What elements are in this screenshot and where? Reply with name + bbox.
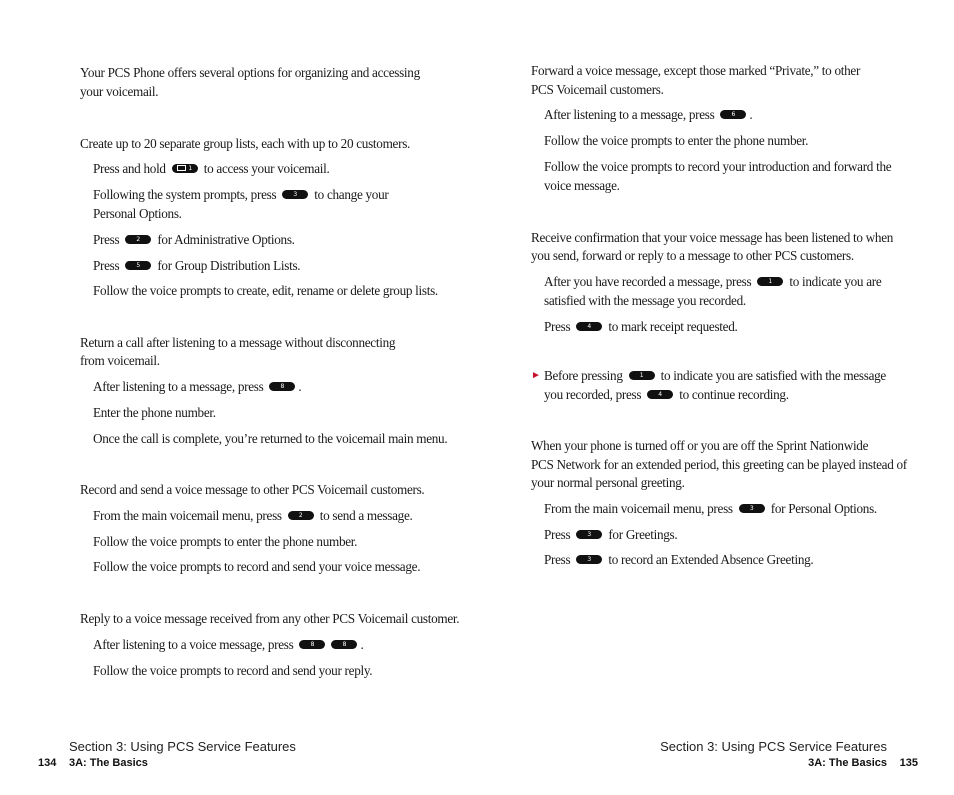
key-8-icon: 8: [269, 382, 295, 391]
key-1-icon: 1: [757, 277, 783, 286]
step-text: for Greetings.: [608, 527, 678, 542]
key-4-icon: 4: [647, 390, 673, 399]
note-line-1: [544, 366, 886, 385]
intro-line-2: your voicemail.: [80, 84, 159, 99]
forward-description-line-2: PCS Voicemail customers.: [531, 82, 664, 97]
footer-chapter: 3A: The Basics: [69, 757, 148, 769]
step-text: for Administrative Options.: [157, 232, 295, 247]
callback-step-1: [93, 377, 301, 396]
envelope-icon: [177, 165, 186, 171]
step-text: Press: [544, 527, 571, 542]
footer-section-title: Section 3: Using PCS Service Features: [660, 739, 887, 754]
key-8-icon: 8: [331, 640, 357, 649]
intro-line-1: Your PCS Phone offers several options for organizing and accessing: [80, 65, 420, 80]
key-4-icon: 4: [576, 322, 602, 331]
group-step-2: [93, 185, 388, 204]
footer-section-title: Section 3: Using PCS Service Features: [69, 739, 296, 754]
step-text: for Group Distribution Lists.: [157, 258, 301, 273]
step-text: to change your: [314, 187, 389, 202]
send-description: Record and send a voice message to other PCS Voicemail customers.: [80, 482, 425, 497]
send-step-3: Follow the voice prompts to record and send your voice message.: [93, 559, 421, 574]
forward-description-line-1: Forward a voice message, except those marked “Private,” to other: [531, 63, 861, 78]
key-3-icon: 3: [576, 530, 602, 539]
receipt-step-2: [544, 317, 738, 336]
group-step-2-line-2: Personal Options.: [93, 206, 182, 221]
step-text: for Personal Options.: [770, 501, 877, 516]
note-arrow-icon: ►: [531, 370, 541, 381]
key-3-icon: 3: [576, 555, 602, 564]
key-3-icon: 3: [282, 190, 308, 199]
callback-description-line-1: Return a call after listening to a message without disconnecting: [80, 335, 396, 350]
receipt-step-1: [544, 272, 881, 291]
key-2-icon: 2: [288, 511, 314, 520]
callback-description-line-2: from voicemail.: [80, 353, 160, 368]
step-text: From the main voicemail menu, press: [544, 501, 733, 516]
voicemail-key-icon: [172, 164, 198, 173]
step-text: Following the system prompts, press: [93, 187, 277, 202]
absence-step-2: [544, 525, 677, 544]
right-page: [477, 0, 954, 795]
step-text: From the main voicemail menu, press: [93, 508, 282, 523]
step-text: to access your voicemail.: [203, 161, 330, 176]
step-text: After listening to a voice message, press: [93, 637, 294, 652]
step-text: to send a message.: [319, 508, 413, 523]
step-text: to indicate you are: [789, 274, 882, 289]
group-step-3: [93, 230, 295, 249]
note-text: to indicate you are satisfied with the message: [660, 368, 886, 383]
receipt-step-1-line-2: satisfied with the message you recorded.: [544, 293, 746, 308]
note-text: to continue recording.: [679, 387, 789, 402]
key-3-icon: 3: [739, 504, 765, 513]
note-line-2: [544, 385, 789, 404]
step-text: Press: [93, 232, 120, 247]
group-step-1: [93, 159, 330, 178]
footer-chapter: 3A: The Basics: [808, 757, 887, 769]
key-5-icon: 5: [125, 261, 151, 270]
step-text: .: [360, 637, 364, 652]
step-text: to record an Extended Absence Greeting.: [608, 552, 814, 567]
receipt-description-line-1: Receive confirmation that your voice message has been listened to when: [531, 230, 894, 245]
key-label: 1: [188, 165, 193, 173]
reply-description: Reply to a voice message received from any other PCS Voicemail customer.: [80, 611, 460, 626]
step-text: After listening to a message, press: [93, 379, 264, 394]
key-6-icon: 6: [720, 110, 746, 119]
step-text: Press: [544, 552, 571, 567]
step-text: .: [749, 107, 753, 122]
step-text: .: [298, 379, 302, 394]
send-step-1: [93, 506, 413, 525]
absence-description-line-2: PCS Network for an extended period, this greeting can be played instead of: [531, 457, 907, 472]
group-step-4: [93, 256, 300, 275]
step-text: After you have recorded a message, press: [544, 274, 752, 289]
group-lists-description: Create up to 20 separate group lists, each with up to 20 customers.: [80, 136, 411, 151]
key-2-icon: 2: [125, 235, 151, 244]
forward-step-3-line-1: Follow the voice prompts to record your introduction and forward the: [544, 159, 892, 174]
step-text: to mark receipt requested.: [608, 319, 738, 334]
step-text: Press: [93, 258, 120, 273]
forward-step-3-line-2: voice message.: [544, 178, 620, 193]
callback-step-3: Once the call is complete, you’re returned to the voicemail main menu.: [93, 431, 448, 446]
step-text: Press: [544, 319, 571, 334]
absence-step-1: [544, 499, 877, 518]
absence-description-line-1: When your phone is turned off or you are off the Sprint Nationwide: [531, 438, 869, 453]
reply-step-1: [93, 635, 363, 654]
reply-step-2: Follow the voice prompts to record and send your reply.: [93, 663, 373, 678]
send-step-2: Follow the voice prompts to enter the phone number.: [93, 534, 358, 549]
key-1-icon: 1: [629, 371, 655, 380]
footer-page-number: 135: [899, 757, 918, 769]
note-text: Before pressing: [544, 368, 623, 383]
key-8-icon: 8: [299, 640, 325, 649]
note-text: you recorded, press: [544, 387, 642, 402]
callback-step-2: Enter the phone number.: [93, 405, 216, 420]
absence-description-line-3: your normal personal greeting.: [531, 475, 685, 490]
receipt-description-line-2: you send, forward or reply to a message to other PCS customers.: [531, 248, 854, 263]
step-text: After listening to a message, press: [544, 107, 715, 122]
footer-page-number: 134: [38, 757, 57, 769]
forward-step-1: [544, 105, 752, 124]
group-step-5: Follow the voice prompts to create, edit, rename or delete group lists.: [93, 283, 438, 298]
forward-step-2: Follow the voice prompts to enter the phone number.: [544, 133, 809, 148]
step-text: Press and hold: [93, 161, 166, 176]
absence-step-3: [544, 550, 813, 569]
